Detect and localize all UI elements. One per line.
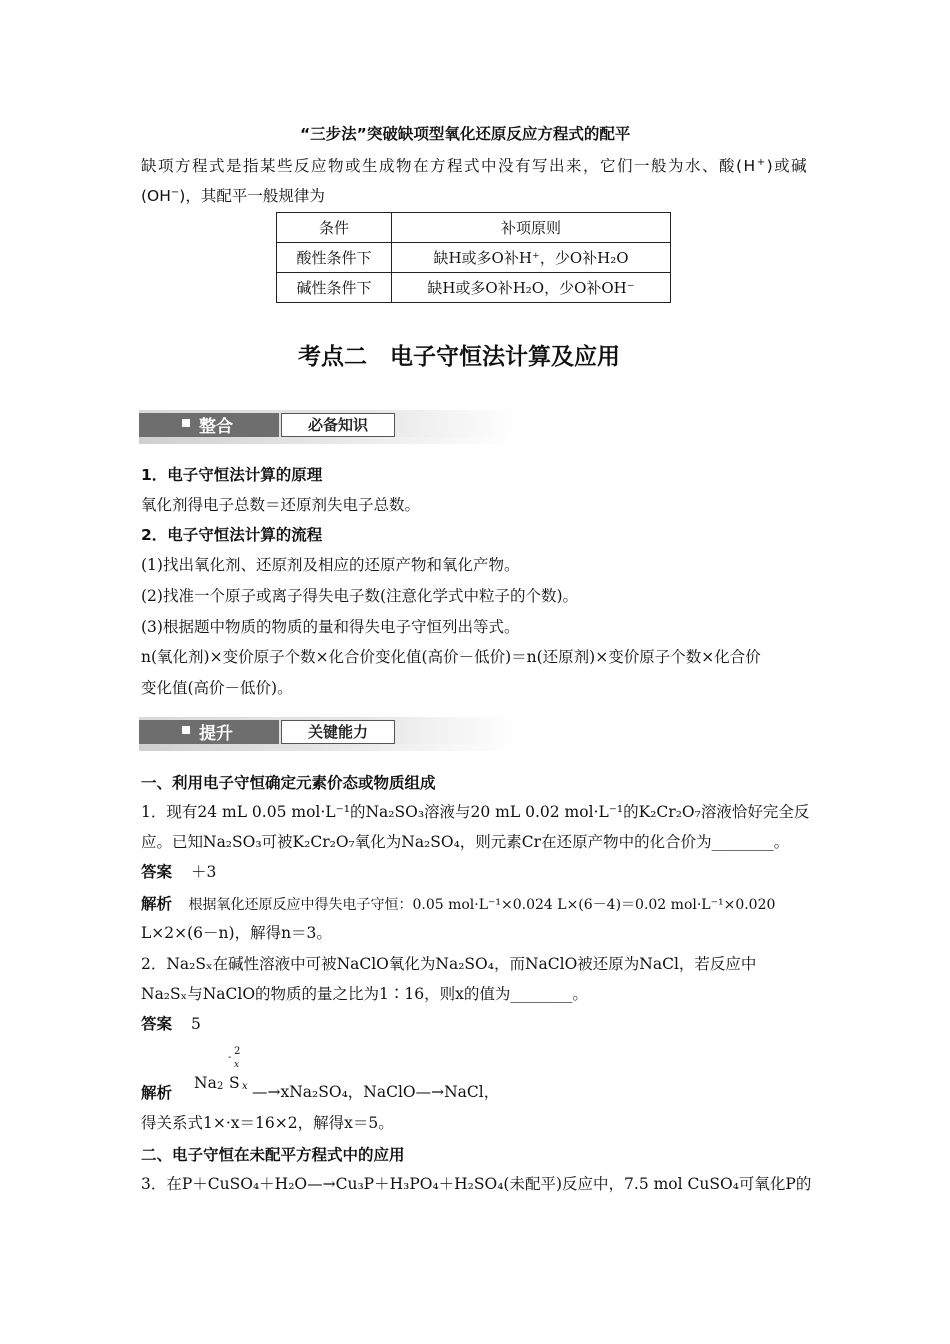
knowledge-heading-2: 2．电子守恒法计算的流程 — [141, 526, 323, 544]
intro-paragraph-line-1: 缺项方程式是指某些反应物或生成物在方程式中没有写出来，它们一般为水、酸(H+)或碱 — [141, 157, 809, 175]
knowledge-principle: 氧化剂得电子总数＝还原剂失电子总数。 — [141, 496, 421, 514]
square-bullet-icon — [182, 726, 190, 734]
banner-tag: 整合 — [199, 417, 233, 437]
table-row — [277, 243, 671, 273]
question-1-answer — [141, 861, 216, 883]
analysis-label: 解析 — [141, 895, 173, 913]
square-bullet-icon — [182, 419, 190, 427]
knowledge-step-3: (3)根据题中物质的物质的量和得失电子守恒列出等式。 — [141, 618, 520, 636]
polysulfide-equation: —→xNa₂SO₄，NaClO—→NaCl， — [252, 1083, 500, 1101]
table-cell: 酸性条件下 — [277, 243, 392, 273]
knowledge-formula-line-2: 变化值(高价－低价)。 — [141, 679, 293, 697]
answer-value: ＋3 — [190, 863, 217, 881]
banner-improvement — [139, 717, 517, 751]
table-header-cell: 补项原则 — [392, 213, 671, 243]
knowledge-heading-1: 1．电子守恒法计算的原理 — [141, 466, 323, 484]
section-title: 考点二 电子守恒法计算及应用 — [298, 344, 620, 370]
table-cell: 缺H或多O补H₂O，少O补OH⁻ — [392, 273, 671, 303]
intro-paragraph-line-2: (OH−)，其配平一般规律为 — [141, 187, 325, 205]
part-2-title: 二、电子守恒在未配平方程式中的应用 — [141, 1146, 405, 1164]
banner-tag: 提升 — [199, 724, 233, 744]
question-1-line-2: 应。已知Na₂SO₃可被K₂Cr₂O₇氧化为Na₂SO₄，则元素Cr在还原产物中的化合价为________。 — [141, 833, 790, 851]
analysis-label: 解析 — [141, 1084, 173, 1102]
polysulfide-formula: - 2 x Na 2 S x — [194, 1046, 248, 1092]
part-1-title: 一、利用电子守恒确定元素价态或物质组成 — [141, 774, 436, 792]
knowledge-step-2: (2)找准一个原子或离子得失电子数(注意化学式中粒子的个数)。 — [141, 587, 579, 605]
question-2-line-2: Na₂Sₓ与NaClO的物质的量之比为1∶16，则x的值为________。 — [141, 985, 588, 1003]
question-1-analysis-line-1: 解析 根据氧化还原反应中得失电子守恒：0.05 mol·L⁻¹×0.024 L×(6－4)＝0.02 mol·L⁻¹×0.020 — [141, 895, 776, 913]
answer-label: 答案 — [141, 1015, 173, 1033]
table-header-row — [277, 213, 671, 243]
table-row — [277, 273, 671, 303]
knowledge-step-1: (1)找出氧化剂、还原剂及相应的还原产物和氧化产物。 — [141, 556, 520, 574]
question-2-relation: 得关系式1×·x＝16×2，解得x＝5。 — [141, 1114, 394, 1132]
question-1-line-1: 1．现有24 mL 0.05 mol·L⁻¹的Na₂SO₃溶液与20 mL 0.02 mol·L⁻¹的K₂Cr₂O₇溶液恰好完全反 — [141, 803, 810, 821]
table-cell: 碱性条件下 — [277, 273, 392, 303]
question-2-answer — [141, 1013, 201, 1035]
intro-heading: “三步法”突破缺项型氧化还原反应方程式的配平 — [300, 125, 631, 143]
question-1-analysis-line-2: L×2×(6－n)，解得n＝3。 — [141, 924, 332, 942]
answer-value: 5 — [190, 1015, 201, 1033]
banner-integration — [139, 410, 517, 444]
supplement-rule-table — [276, 212, 671, 303]
question-3-line-1: 3．在P＋CuSO₄＋H₂O—→Cu₃P＋H₃PO₄＋H₂SO₄(未配平)反应中，7.5 mol CuSO₄可氧化P的 — [141, 1175, 812, 1193]
question-2-line-1: 2．Na₂Sₓ在碱性溶液中可被NaClO氧化为Na₂SO₄，而NaClO被还原为NaCl，若反应中 — [141, 955, 757, 973]
banner-label: 关键能力 — [281, 720, 395, 744]
table-cell: 缺H或多O补H⁺，少O补H₂O — [392, 243, 671, 273]
answer-label: 答案 — [141, 863, 173, 881]
banner-label: 必备知识 — [281, 413, 395, 437]
knowledge-formula-line-1: n(氧化剂)×变价原子个数×化合价变化值(高价－低价)＝n(还原剂)×变价原子个数×化合价 — [141, 648, 761, 666]
table-header-cell: 条件 — [277, 213, 392, 243]
